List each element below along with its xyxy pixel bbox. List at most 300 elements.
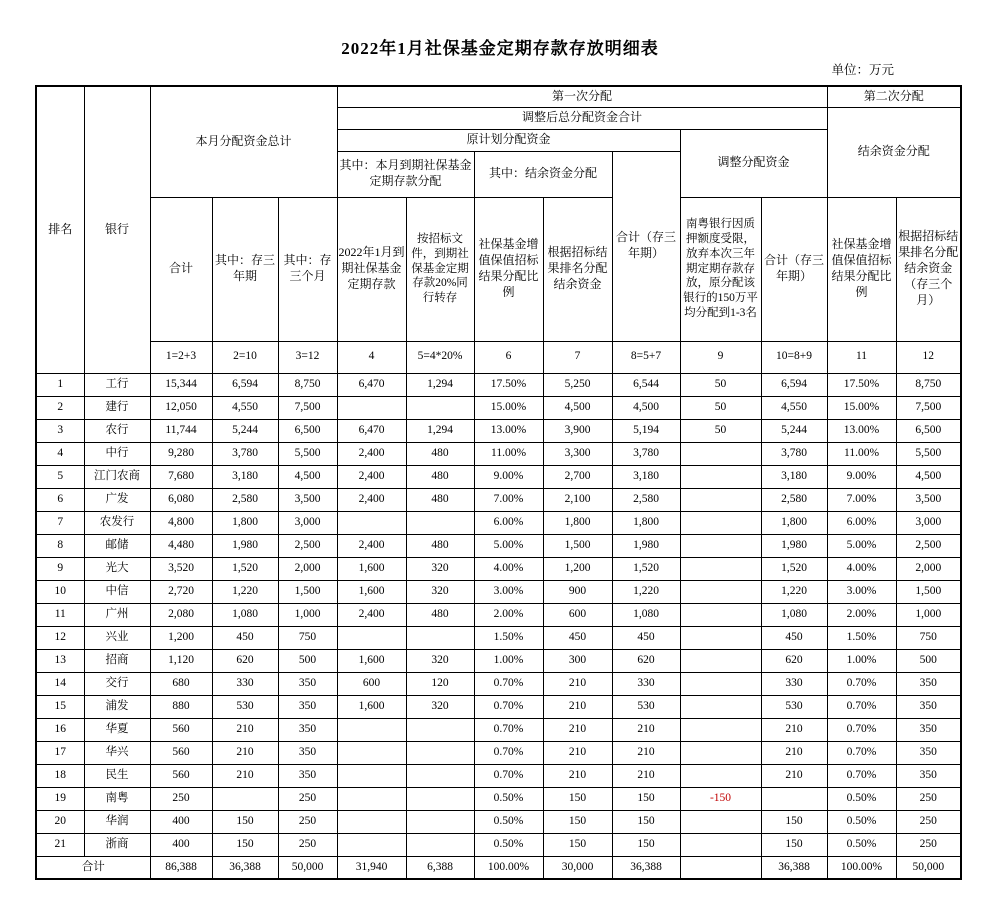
value-cell: 1,500 — [896, 580, 961, 603]
formula-col-6: 6 — [474, 341, 543, 373]
header-second-allocation: 第二次分配 — [827, 86, 961, 107]
rank-cell: 14 — [36, 672, 84, 695]
value-cell: 450 — [612, 626, 680, 649]
value-cell: 450 — [543, 626, 612, 649]
value-cell: 1,520 — [761, 557, 827, 580]
value-cell: 210 — [612, 718, 680, 741]
formula-col-3: 3=12 — [278, 341, 337, 373]
value-cell: 1,520 — [212, 557, 278, 580]
value-cell: 450 — [761, 626, 827, 649]
value-cell: 1.50% — [827, 626, 896, 649]
bank-cell: 农行 — [84, 419, 150, 442]
value-cell: 880 — [150, 695, 212, 718]
value-cell: 400 — [150, 833, 212, 856]
value-cell: 4,500 — [612, 396, 680, 419]
value-cell: 620 — [212, 649, 278, 672]
value-cell — [337, 833, 406, 856]
value-cell: 4,500 — [278, 465, 337, 488]
value-cell: 3.00% — [827, 580, 896, 603]
value-cell: 4,800 — [150, 511, 212, 534]
value-cell — [406, 741, 474, 764]
rank-cell: 21 — [36, 833, 84, 856]
table-row — [36, 833, 961, 856]
value-cell: 1,980 — [212, 534, 278, 557]
bank-cell: 江门农商 — [84, 465, 150, 488]
value-cell: 2.00% — [827, 603, 896, 626]
value-cell: 4.00% — [474, 557, 543, 580]
value-cell: 11.00% — [474, 442, 543, 465]
value-cell: 620 — [612, 649, 680, 672]
value-cell: 530 — [212, 695, 278, 718]
bank-cell: 民生 — [84, 764, 150, 787]
value-cell: 250 — [896, 787, 961, 810]
value-cell: 210 — [543, 695, 612, 718]
value-cell: 600 — [337, 672, 406, 695]
value-cell: 6,080 — [150, 488, 212, 511]
value-cell: 1,980 — [761, 534, 827, 557]
bank-cell: 建行 — [84, 396, 150, 419]
value-cell: 300 — [543, 649, 612, 672]
value-cell: 480 — [406, 488, 474, 511]
value-cell: 4,500 — [543, 396, 612, 419]
total-value-cell: 86,388 — [150, 856, 212, 879]
value-cell: 560 — [150, 764, 212, 787]
value-cell — [680, 833, 761, 856]
value-cell: 350 — [278, 764, 337, 787]
value-cell: 0.70% — [827, 695, 896, 718]
value-cell: 3,900 — [543, 419, 612, 442]
value-cell: 1.50% — [474, 626, 543, 649]
value-cell: 210 — [761, 718, 827, 741]
value-cell: 1,000 — [896, 603, 961, 626]
table-row — [36, 649, 961, 672]
header-col-6: 社保基金增值保值招标结果分配比例 — [474, 197, 543, 341]
value-cell: 50 — [680, 396, 761, 419]
total-value-cell: 36,388 — [761, 856, 827, 879]
value-cell — [680, 580, 761, 603]
value-cell — [406, 626, 474, 649]
rank-cell: 10 — [36, 580, 84, 603]
value-cell: 560 — [150, 741, 212, 764]
value-cell — [406, 787, 474, 810]
rank-cell: 15 — [36, 695, 84, 718]
value-cell: 350 — [896, 672, 961, 695]
value-cell: 480 — [406, 442, 474, 465]
value-cell: 320 — [406, 695, 474, 718]
value-cell: 3,180 — [612, 465, 680, 488]
value-cell: 0.50% — [827, 810, 896, 833]
formula-col-8: 8=5+7 — [612, 341, 680, 373]
bank-cell: 广发 — [84, 488, 150, 511]
value-cell: 6,500 — [896, 419, 961, 442]
value-cell — [680, 672, 761, 695]
formula-col-9: 9 — [680, 341, 761, 373]
bank-cell: 工行 — [84, 373, 150, 396]
value-cell: 9.00% — [827, 465, 896, 488]
value-cell: 150 — [543, 787, 612, 810]
value-cell: -150 — [680, 787, 761, 810]
header-surplus-allocation: 结余资金分配 — [827, 107, 961, 197]
value-cell — [337, 626, 406, 649]
value-cell: 3,500 — [896, 488, 961, 511]
table-row — [36, 695, 961, 718]
value-cell: 2,000 — [896, 557, 961, 580]
value-cell: 3,000 — [896, 511, 961, 534]
bank-cell: 交行 — [84, 672, 150, 695]
rank-cell: 8 — [36, 534, 84, 557]
value-cell: 500 — [896, 649, 961, 672]
value-cell: 1,600 — [337, 557, 406, 580]
value-cell: 7.00% — [827, 488, 896, 511]
header-col-5: 按招标文件，到期社保基金定期存款20%同行转存 — [406, 197, 474, 341]
value-cell: 2,000 — [278, 557, 337, 580]
value-cell: 1,600 — [337, 580, 406, 603]
header-col-10: 合计（存三年期） — [761, 197, 827, 341]
value-cell: 1,800 — [761, 511, 827, 534]
value-cell: 5,244 — [761, 419, 827, 442]
value-cell: 1,220 — [612, 580, 680, 603]
value-cell: 350 — [278, 741, 337, 764]
value-cell: 350 — [278, 672, 337, 695]
value-cell: 1,800 — [543, 511, 612, 534]
table-row — [36, 810, 961, 833]
value-cell: 0.70% — [474, 741, 543, 764]
deposit-detail-table — [35, 85, 962, 880]
value-cell: 0.70% — [827, 741, 896, 764]
rank-cell: 17 — [36, 741, 84, 764]
table-row — [36, 626, 961, 649]
value-cell: 210 — [212, 718, 278, 741]
value-cell — [337, 511, 406, 534]
value-cell: 6,544 — [612, 373, 680, 396]
value-cell: 0.50% — [827, 787, 896, 810]
value-cell: 210 — [761, 764, 827, 787]
header-col-7: 根据招标结果排名分配结余资金 — [543, 197, 612, 341]
value-cell: 0.70% — [827, 764, 896, 787]
value-cell: 2,580 — [612, 488, 680, 511]
value-cell: 250 — [896, 810, 961, 833]
value-cell: 1,800 — [212, 511, 278, 534]
value-cell: 1,120 — [150, 649, 212, 672]
value-cell: 480 — [406, 603, 474, 626]
value-cell: 6,594 — [212, 373, 278, 396]
value-cell: 2,500 — [278, 534, 337, 557]
total-value-cell: 36,388 — [212, 856, 278, 879]
table-row — [36, 373, 961, 396]
header-adjusted-total: 调整后总分配资金合计 — [337, 107, 827, 129]
formula-col-4: 4 — [337, 341, 406, 373]
value-cell: 7,500 — [278, 396, 337, 419]
value-cell — [406, 718, 474, 741]
value-cell: 210 — [543, 672, 612, 695]
value-cell: 0.50% — [827, 833, 896, 856]
value-cell: 350 — [896, 741, 961, 764]
header-bank: 银行 — [84, 86, 150, 373]
header-col-8: 合计（存三年期） — [612, 151, 680, 341]
value-cell: 2,400 — [337, 465, 406, 488]
rank-cell: 9 — [36, 557, 84, 580]
table-row — [36, 396, 961, 419]
total-value-cell: 31,940 — [337, 856, 406, 879]
value-cell: 1,294 — [406, 373, 474, 396]
value-cell: 210 — [543, 764, 612, 787]
value-cell: 0.70% — [474, 718, 543, 741]
value-cell: 0.70% — [474, 695, 543, 718]
header-col-9: 南粤银行因质押额度受限，放弃本次三年期定期存款存放，原分配该银行的150万平均分配到1-3名 — [680, 197, 761, 341]
header-adjusted-allocation: 调整分配资金 — [680, 129, 827, 197]
bank-cell: 浙商 — [84, 833, 150, 856]
value-cell: 5.00% — [474, 534, 543, 557]
value-cell — [680, 718, 761, 741]
formula-col-10: 10=8+9 — [761, 341, 827, 373]
rank-cell: 6 — [36, 488, 84, 511]
value-cell — [680, 810, 761, 833]
value-cell: 250 — [278, 833, 337, 856]
value-cell: 150 — [543, 833, 612, 856]
value-cell: 7,500 — [896, 396, 961, 419]
value-cell: 3,780 — [212, 442, 278, 465]
value-cell: 1,200 — [543, 557, 612, 580]
value-cell: 8,750 — [278, 373, 337, 396]
total-value-cell: 6,388 — [406, 856, 474, 879]
value-cell: 1,980 — [612, 534, 680, 557]
value-cell: 5,500 — [278, 442, 337, 465]
header-among-matured: 其中：本月到期社保基金定期存款分配 — [337, 151, 474, 197]
value-cell: 0.50% — [474, 833, 543, 856]
rank-cell: 3 — [36, 419, 84, 442]
value-cell: 6,470 — [337, 419, 406, 442]
header-original-plan: 原计划分配资金 — [337, 129, 680, 151]
rank-cell: 11 — [36, 603, 84, 626]
value-cell: 0.70% — [474, 672, 543, 695]
value-cell: 150 — [543, 810, 612, 833]
value-cell — [680, 465, 761, 488]
value-cell: 480 — [406, 534, 474, 557]
rank-cell: 5 — [36, 465, 84, 488]
value-cell: 2.00% — [474, 603, 543, 626]
value-cell: 2,400 — [337, 534, 406, 557]
value-cell: 1,220 — [761, 580, 827, 603]
value-cell — [680, 534, 761, 557]
total-value-cell: 36,388 — [612, 856, 680, 879]
value-cell — [680, 488, 761, 511]
unit-label: 单位：万元 — [831, 63, 894, 77]
value-cell: 2,580 — [761, 488, 827, 511]
value-cell: 4,500 — [896, 465, 961, 488]
value-cell: 1.00% — [474, 649, 543, 672]
value-cell: 2,400 — [337, 442, 406, 465]
value-cell: 50 — [680, 373, 761, 396]
total-value-cell: 100.00% — [474, 856, 543, 879]
value-cell: 0.70% — [827, 672, 896, 695]
value-cell: 750 — [278, 626, 337, 649]
value-cell: 2,720 — [150, 580, 212, 603]
value-cell: 1,080 — [761, 603, 827, 626]
value-cell: 6,500 — [278, 419, 337, 442]
bank-cell: 光大 — [84, 557, 150, 580]
table-row — [36, 787, 961, 810]
rank-cell: 7 — [36, 511, 84, 534]
formula-col-1: 1=2+3 — [150, 341, 212, 373]
value-cell — [680, 511, 761, 534]
rank-cell: 16 — [36, 718, 84, 741]
value-cell: 17.50% — [474, 373, 543, 396]
value-cell: 530 — [612, 695, 680, 718]
table-row — [36, 534, 961, 557]
value-cell: 150 — [612, 810, 680, 833]
value-cell: 150 — [761, 810, 827, 833]
value-cell: 400 — [150, 810, 212, 833]
value-cell — [680, 442, 761, 465]
value-cell: 210 — [212, 741, 278, 764]
value-cell: 210 — [212, 764, 278, 787]
value-cell: 560 — [150, 718, 212, 741]
rank-cell: 20 — [36, 810, 84, 833]
value-cell: 250 — [150, 787, 212, 810]
value-cell: 2,700 — [543, 465, 612, 488]
value-cell: 210 — [761, 741, 827, 764]
value-cell — [337, 718, 406, 741]
value-cell: 1,000 — [278, 603, 337, 626]
value-cell: 2,400 — [337, 488, 406, 511]
value-cell: 620 — [761, 649, 827, 672]
value-cell: 2,500 — [896, 534, 961, 557]
value-cell: 330 — [761, 672, 827, 695]
value-cell: 7.00% — [474, 488, 543, 511]
value-cell — [680, 741, 761, 764]
value-cell — [406, 511, 474, 534]
value-cell: 350 — [278, 718, 337, 741]
table-row — [36, 718, 961, 741]
table-row — [36, 580, 961, 603]
bank-cell: 广州 — [84, 603, 150, 626]
value-cell: 9.00% — [474, 465, 543, 488]
value-cell: 17.50% — [827, 373, 896, 396]
value-cell — [680, 764, 761, 787]
value-cell: 600 — [543, 603, 612, 626]
bank-cell: 华夏 — [84, 718, 150, 741]
value-cell — [680, 649, 761, 672]
value-cell: 11.00% — [827, 442, 896, 465]
bank-cell: 中信 — [84, 580, 150, 603]
value-cell: 320 — [406, 649, 474, 672]
value-cell: 13.00% — [827, 419, 896, 442]
header-col-2: 其中：存三年期 — [212, 197, 278, 341]
value-cell: 450 — [212, 626, 278, 649]
total-value-cell — [680, 856, 761, 879]
header-col-1: 合计 — [150, 197, 212, 341]
value-cell: 330 — [612, 672, 680, 695]
value-cell: 12,050 — [150, 396, 212, 419]
value-cell: 120 — [406, 672, 474, 695]
value-cell: 5,194 — [612, 419, 680, 442]
value-cell: 330 — [212, 672, 278, 695]
value-cell: 8,750 — [896, 373, 961, 396]
rank-cell: 12 — [36, 626, 84, 649]
value-cell: 6,470 — [337, 373, 406, 396]
total-row — [36, 856, 961, 879]
value-cell: 50 — [680, 419, 761, 442]
value-cell: 150 — [761, 833, 827, 856]
value-cell: 3,180 — [761, 465, 827, 488]
value-cell: 1,220 — [212, 580, 278, 603]
value-cell: 210 — [612, 764, 680, 787]
bank-cell: 招商 — [84, 649, 150, 672]
rank-cell: 2 — [36, 396, 84, 419]
table-row — [36, 442, 961, 465]
value-cell: 750 — [896, 626, 961, 649]
value-cell: 320 — [406, 557, 474, 580]
value-cell — [406, 764, 474, 787]
value-cell: 5.00% — [827, 534, 896, 557]
value-cell: 6.00% — [827, 511, 896, 534]
value-cell: 680 — [150, 672, 212, 695]
value-cell: 5,500 — [896, 442, 961, 465]
value-cell: 5,244 — [212, 419, 278, 442]
value-cell — [337, 396, 406, 419]
value-cell: 6.00% — [474, 511, 543, 534]
value-cell: 1,600 — [337, 649, 406, 672]
table-body — [36, 373, 961, 879]
bank-cell: 农发行 — [84, 511, 150, 534]
value-cell — [680, 603, 761, 626]
value-cell: 250 — [278, 787, 337, 810]
value-cell — [337, 764, 406, 787]
bank-cell: 邮储 — [84, 534, 150, 557]
value-cell — [406, 396, 474, 419]
value-cell: 150 — [612, 787, 680, 810]
table-row — [36, 764, 961, 787]
bank-cell: 中行 — [84, 442, 150, 465]
rank-cell: 1 — [36, 373, 84, 396]
value-cell: 3,000 — [278, 511, 337, 534]
value-cell — [680, 695, 761, 718]
value-cell: 1,520 — [612, 557, 680, 580]
value-cell — [406, 810, 474, 833]
rank-cell: 4 — [36, 442, 84, 465]
value-cell: 4.00% — [827, 557, 896, 580]
page-title: 2022年1月社保基金定期存款存放明细表 — [341, 39, 659, 58]
header-month-total: 本月分配资金总计 — [150, 86, 337, 197]
value-cell: 15,344 — [150, 373, 212, 396]
value-cell: 210 — [543, 718, 612, 741]
value-cell: 1,200 — [150, 626, 212, 649]
value-cell: 1,800 — [612, 511, 680, 534]
bank-cell: 华润 — [84, 810, 150, 833]
value-cell: 900 — [543, 580, 612, 603]
value-cell: 210 — [612, 741, 680, 764]
value-cell: 150 — [212, 833, 278, 856]
header-first-allocation: 第一次分配 — [337, 86, 827, 107]
value-cell: 210 — [543, 741, 612, 764]
formula-col-5: 5=4*20% — [406, 341, 474, 373]
value-cell — [680, 557, 761, 580]
value-cell: 3,780 — [612, 442, 680, 465]
value-cell: 13.00% — [474, 419, 543, 442]
value-cell: 0.50% — [474, 810, 543, 833]
value-cell: 1,500 — [278, 580, 337, 603]
formula-row — [36, 341, 961, 373]
value-cell: 150 — [612, 833, 680, 856]
table-row — [36, 603, 961, 626]
value-cell: 480 — [406, 465, 474, 488]
total-value-cell: 30,000 — [543, 856, 612, 879]
value-cell: 530 — [761, 695, 827, 718]
value-cell: 350 — [896, 695, 961, 718]
value-cell: 350 — [896, 718, 961, 741]
total-value-cell: 50,000 — [896, 856, 961, 879]
table-row — [36, 488, 961, 511]
